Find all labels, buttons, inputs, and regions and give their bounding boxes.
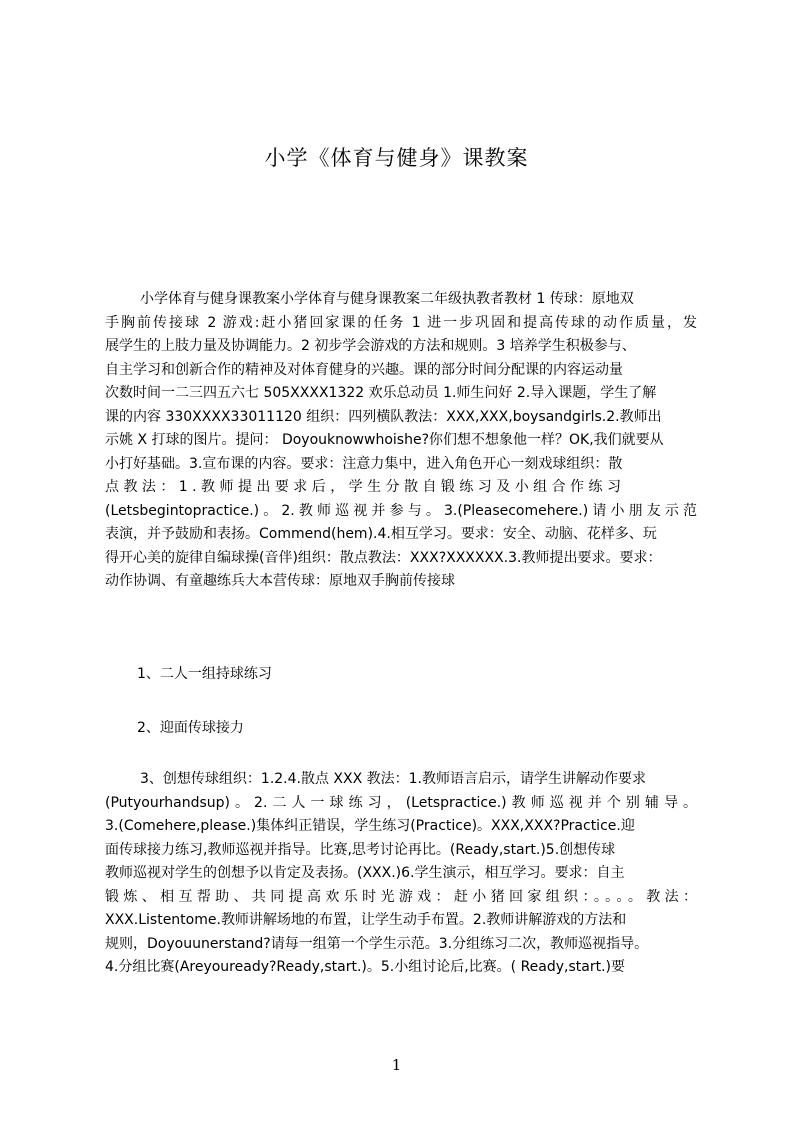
- paragraph-2: [105, 768, 697, 980]
- paragraph-line: 展学生的上肢力量及协调能力。2 初步学会游戏的方法和规则。3 培养学生积极参与、: [105, 338, 636, 354]
- document-title: 小学《体育与健身》课教案: [264, 146, 529, 170]
- page-number: 1: [391, 1056, 402, 1074]
- paragraph-line: 3.(Comehere,please.)集体纠正错误，学生练习(Practice)。XXX,XXX?Practice.迎: [105, 818, 635, 834]
- paragraph-line: 课的内容 330XXXX33011120 组织：四列横队教法：XXX,XXX,boysandgirls.2.教师出: [105, 408, 662, 425]
- paragraph-line: 手胸前传接球 2 游戏:赶小猪回家课的任务 1 进一步巩固和提高传球的动作质量，发: [105, 314, 697, 331]
- paragraph-line: 自主学习和创新合作的精神及对体育健身的兴趣。课的部分时间分配课的内容运动量: [105, 361, 623, 378]
- paragraph-line: 面传球接力练习,教师巡视并指导。比赛,思考讨论再比。(Ready,start.)5.创想传球: [105, 841, 616, 858]
- paragraph-line: 次数时间一二三四五六七 505XXXX1322 欢乐总动员 1.师生问好 2.导入课题，学生了解: [105, 385, 657, 401]
- paragraph-line: 表演，并予鼓励和表扬。Commend(hem).4.相互学习。要求：安全、动脑、花样多、玩: [105, 526, 657, 542]
- paragraph-line: 动作协调、有童趣练兵大本营传球：原地双手胸前传接球: [105, 573, 455, 589]
- paragraph-line: (Putyourhandsup)。2.二人一球练习，(Letspractice.)教师巡视并个别辅导。: [105, 794, 697, 811]
- paragraph-line: 规则，Doyouunerstand?请每一组第一个学生示范。3.分组练习二次，教师巡视指导。: [105, 935, 649, 952]
- list-item: 1、二人一组持球练习: [137, 666, 272, 682]
- list-item: 2、迎面传球接力: [137, 720, 244, 736]
- paragraph-line: 小打好基础。3.宣布课的内容。要求：注意力集中，进入角色开心一刻戏球组织：散: [105, 455, 623, 472]
- paragraph-line: 锻炼、相互帮助、共同提高欢乐时光游戏：赶小猪回家组织：。。。。教法：: [105, 888, 697, 905]
- paragraph-line: 得开心美的旋律自编球操(音伴)组织：散点教法：XXX?XXXXXX.3.教师提出要求。要求：: [105, 549, 662, 566]
- paragraph-line: 小学体育与健身课教案小学体育与健身课教案二年级执教者教材 1 传球：原地双: [140, 291, 634, 307]
- paragraph-line: (Letsbegintopractice.)。2.教师巡视并参与。3.(Pleasecomehere.)请小朋友示范: [105, 502, 697, 519]
- paragraph-line: 示姚 X 打球的图片。提问： Doyouknowwhoishe?你们想不想象他一样？OK,我们就要从: [105, 432, 664, 448]
- paragraph-line: 点 教 法 ： 1 . 教 师 提 出 要 求 后 ， 学 生 分 散 自 锻 练 习 及 小 组 合 作 练 习: [105, 479, 621, 495]
- paragraph-1: [105, 288, 697, 594]
- paragraph-line: XXX.Listentome.教师讲解场地的布置，让学生动手布置。2.教师讲解游戏的方法和: [105, 912, 627, 928]
- paragraph-line: 3、创想传球组织：1.2.4.散点 XXX 教法：1.教师语言启示，请学生讲解动作要求: [140, 771, 647, 787]
- paragraph-line: 教师巡视对学生的创想予以肯定及表扬。(XXX.)6.学生演示，相互学习。要求：自主: [105, 865, 625, 881]
- paragraph-line: 4.分组比赛(Areyouready?Ready,start.)。5.小组讨论后,比赛。( Ready,start.)要: [105, 959, 626, 975]
